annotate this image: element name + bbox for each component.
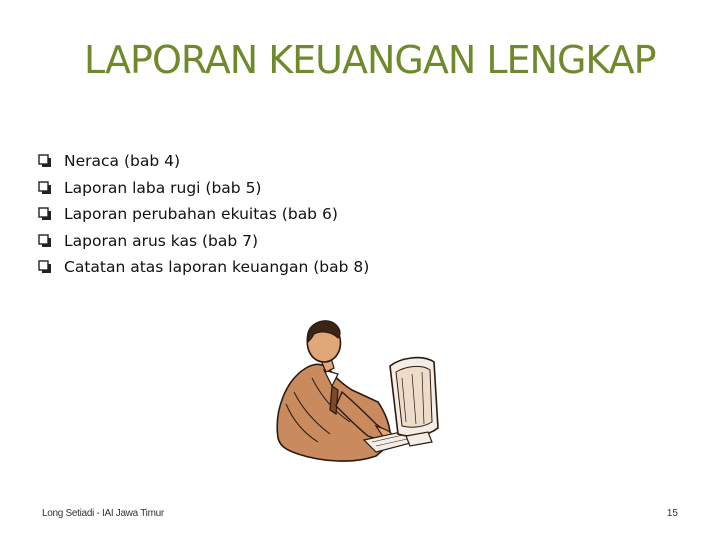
hollow-square-bullet-icon	[38, 207, 52, 221]
hollow-square-bullet-icon	[38, 181, 52, 195]
bullet-item	[38, 175, 369, 202]
bullet-item	[38, 201, 369, 228]
slide-title: LAPORAN KEUANGAN LENGKAP	[84, 38, 656, 82]
bullet-item	[38, 148, 369, 175]
hollow-square-bullet-icon	[38, 234, 52, 248]
bullet-text: Catatan atas laporan keuangan (bab 8)	[64, 258, 370, 277]
bullet-text: Neraca (bab 4)	[64, 152, 181, 171]
footer-author: Long Setiadi - IAI Jawa Timur	[42, 508, 164, 519]
businessman-at-computer-clipart	[272, 318, 442, 468]
bullet-text: Laporan laba rugi (bab 5)	[64, 178, 262, 197]
bullet-item	[38, 254, 369, 281]
hollow-square-bullet-icon	[38, 154, 52, 168]
bullet-item	[38, 228, 369, 255]
page-number: 15	[666, 508, 678, 519]
hollow-square-bullet-icon	[38, 260, 52, 274]
bullet-text: Laporan arus kas (bab 7)	[64, 231, 259, 250]
bullet-list	[38, 148, 369, 281]
bullet-text: Laporan perubahan ekuitas (bab 6)	[64, 205, 338, 224]
